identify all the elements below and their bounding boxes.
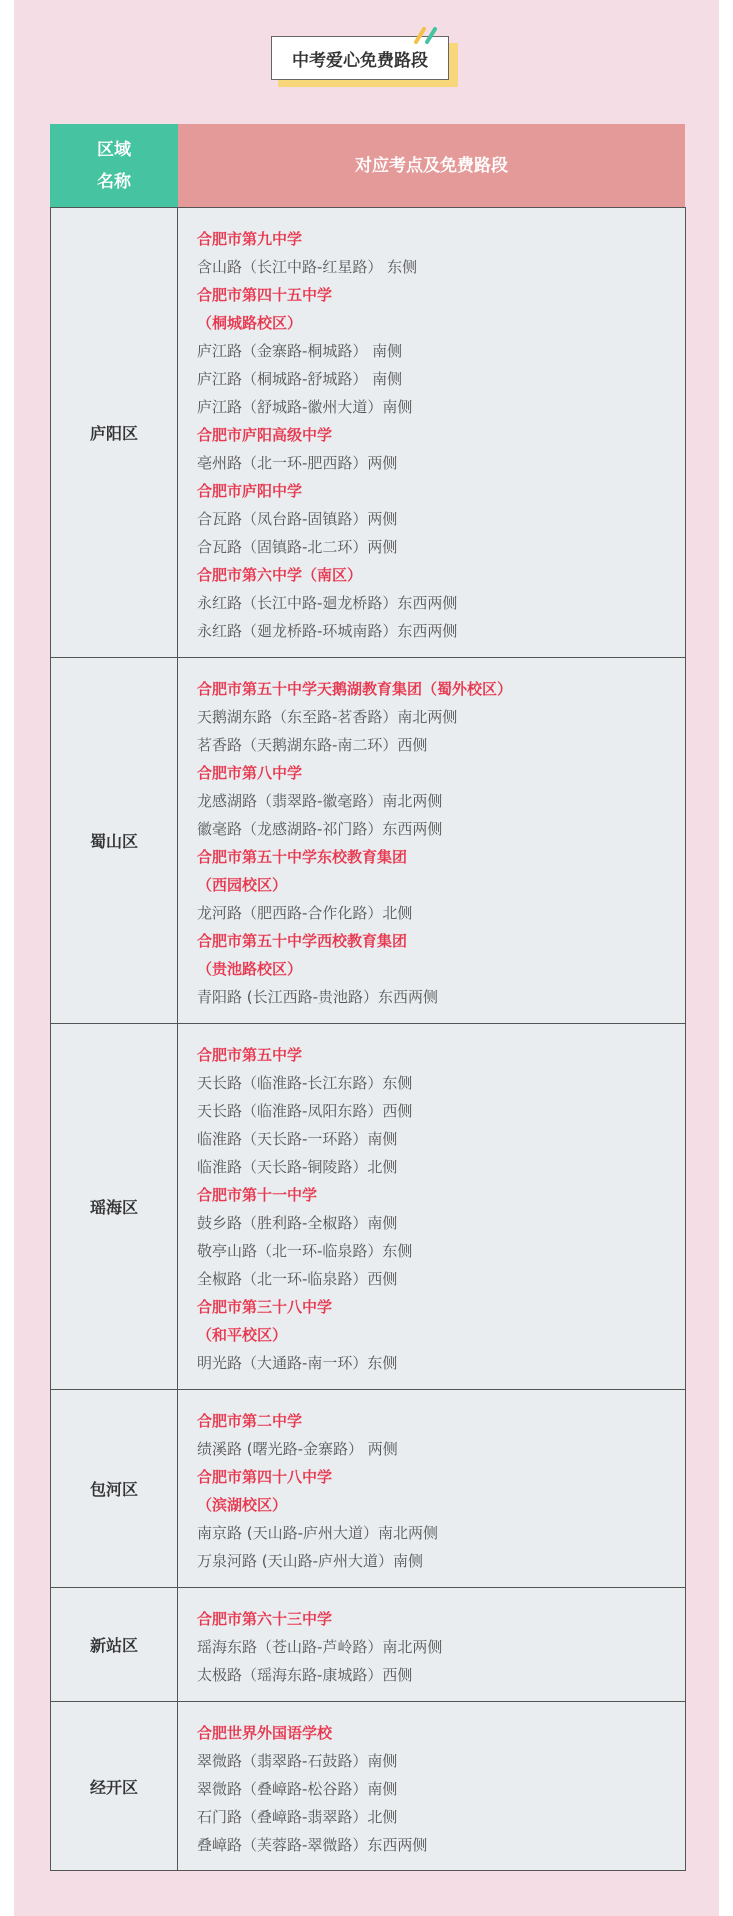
free-road-segment: 敬亭山路（北一环-临泉路）东侧: [197, 1242, 413, 1260]
free-road-segment: 临淮路（天长路-一环路）南侧: [197, 1130, 398, 1148]
exam-school-name: （滨湖校区）: [197, 1496, 288, 1514]
exam-school-name: （西园校区）: [197, 876, 288, 894]
free-road-segment: 叠嶂路（芙蓉路-翠微路）东西两侧: [197, 1836, 428, 1854]
free-road-segment: 太极路（瑶海东路-康城路）西侧: [197, 1666, 413, 1684]
exam-school-name: （桐城路校区）: [197, 314, 303, 332]
exam-school-name: 合肥市第六中学（南区）: [197, 566, 363, 584]
district-row: [51, 1701, 685, 1871]
free-road-segment: 永红路（廻龙桥路-环城南路）东西两侧: [197, 622, 458, 640]
exam-school-name: 合肥市第五十中学天鹅湖教育集团（蜀外校区）: [197, 680, 513, 698]
free-road-segment: 庐江路（桐城路-舒城路） 南侧: [197, 370, 403, 388]
decorative-slash-icon: [413, 26, 443, 44]
free-road-segment: 亳州路（北一环-肥西路）两侧: [197, 454, 398, 472]
route-list: [197, 1041, 677, 1377]
routes-table: [50, 207, 686, 1871]
free-road-segment: 翠微路（叠嶂路-松谷路）南侧: [197, 1780, 398, 1798]
free-road-segment: 合瓦路（凤台路-固镇路）两侧: [197, 510, 398, 528]
exam-school-name: 合肥市第三十八中学: [197, 1298, 333, 1316]
exam-school-name: 合肥市第二中学: [197, 1412, 303, 1430]
district-name: 瑶海区: [51, 1024, 178, 1389]
exam-school-name: （贵池路校区）: [197, 960, 303, 978]
free-road-segment: 翠微路（翡翠路-石鼓路）南侧: [197, 1752, 398, 1770]
free-road-segment: 天鹅湖东路（东至路-茗香路）南北两侧: [197, 708, 458, 726]
route-list: [197, 1605, 677, 1689]
district-row: [51, 207, 685, 657]
district-row: [51, 657, 685, 1023]
exam-school-name: 合肥市庐阳中学: [197, 482, 303, 500]
free-road-segment: 庐江路（舒城路-徽州大道）南侧: [197, 398, 413, 416]
exam-school-name: 合肥市第五中学: [197, 1046, 303, 1064]
free-road-segment: 合瓦路（固镇路-北二环）两侧: [197, 538, 398, 556]
free-road-segment: 石门路（叠嶂路-翡翠路）北侧: [197, 1808, 398, 1826]
exam-school-name: 合肥市第十一中学: [197, 1186, 318, 1204]
exam-school-name: 合肥世界外国语学校: [197, 1724, 333, 1742]
header-district-label-line2: 名称: [97, 171, 131, 192]
district-name: 庐阳区: [51, 208, 178, 657]
district-name: 经开区: [51, 1702, 178, 1870]
district-name: 包河区: [51, 1390, 178, 1587]
title-banner: [271, 36, 459, 88]
exam-school-name: 合肥市第六十三中学: [197, 1610, 333, 1628]
free-road-segment: 庐江路（金寨路-桐城路） 南侧: [197, 342, 403, 360]
free-road-segment: 绩溪路 (曙光路-金寨路） 两侧: [197, 1440, 398, 1458]
free-road-segment: 鼓乡路（胜利路-全椒路）南侧: [197, 1214, 398, 1232]
exam-school-name: 合肥市庐阳高级中学: [197, 426, 333, 444]
free-road-segment: 全椒路（北一环-临泉路）西侧: [197, 1270, 398, 1288]
page-title: 中考爱心免费路段: [271, 36, 449, 80]
route-list: [197, 1719, 677, 1859]
district-row: [51, 1023, 685, 1389]
exam-school-name: 合肥市第五十中学东校教育集团: [197, 848, 408, 866]
free-road-segment: 天长路（临淮路-凤阳东路）西侧: [197, 1102, 413, 1120]
district-name: 新站区: [51, 1588, 178, 1701]
district-row: [51, 1587, 685, 1701]
free-road-segment: 青阳路 (长江西路-贵池路）东西两侧: [197, 988, 439, 1006]
exam-school-name: 合肥市第四十五中学: [197, 286, 333, 304]
free-road-segment: 万泉河路 (天山路-庐州大道）南侧: [197, 1552, 424, 1570]
header-district-column: [50, 124, 178, 207]
district-name: 蜀山区: [51, 658, 178, 1023]
header-district-label-line1: 区域: [97, 139, 131, 160]
free-road-segment: 明光路（大通路-南一环）东侧: [197, 1354, 398, 1372]
district-row: [51, 1389, 685, 1587]
exam-school-name: 合肥市第五十中学西校教育集团: [197, 932, 408, 950]
free-road-segment: 临淮路（天长路-铜陵路）北侧: [197, 1158, 398, 1176]
exam-school-name: （和平校区）: [197, 1326, 288, 1344]
exam-school-name: 合肥市第四十八中学: [197, 1468, 333, 1486]
free-road-segment: 龙河路（肥西路-合作化路）北侧: [197, 904, 413, 922]
free-road-segment: 徽毫路（龙感湖路-祁门路）东西两侧: [197, 820, 443, 838]
free-road-segment: 天长路（临淮路-长江东路）东侧: [197, 1074, 413, 1092]
free-road-segment: 龙感湖路（翡翠路-徽毫路）南北两侧: [197, 792, 443, 810]
free-road-segment: 永红路（长江中路-廻龙桥路）东西两侧: [197, 594, 458, 612]
free-road-segment: 瑶海东路（苍山路-芦岭路）南北两侧: [197, 1638, 443, 1656]
route-list: [197, 1407, 677, 1575]
route-list: [197, 225, 677, 645]
exam-school-name: 合肥市第九中学: [197, 230, 303, 248]
free-road-segment: 含山路（长江中路-红星路） 东侧: [197, 258, 418, 276]
exam-school-name: 合肥市第八中学: [197, 764, 303, 782]
free-road-segment: 南京路 (天山路-庐州大道）南北两侧: [197, 1524, 439, 1542]
free-road-segment: 茗香路（天鹅湖东路-南二环）西侧: [197, 736, 428, 754]
header-routes-column: 对应考点及免费路段: [178, 124, 685, 207]
route-list: [197, 675, 677, 1011]
